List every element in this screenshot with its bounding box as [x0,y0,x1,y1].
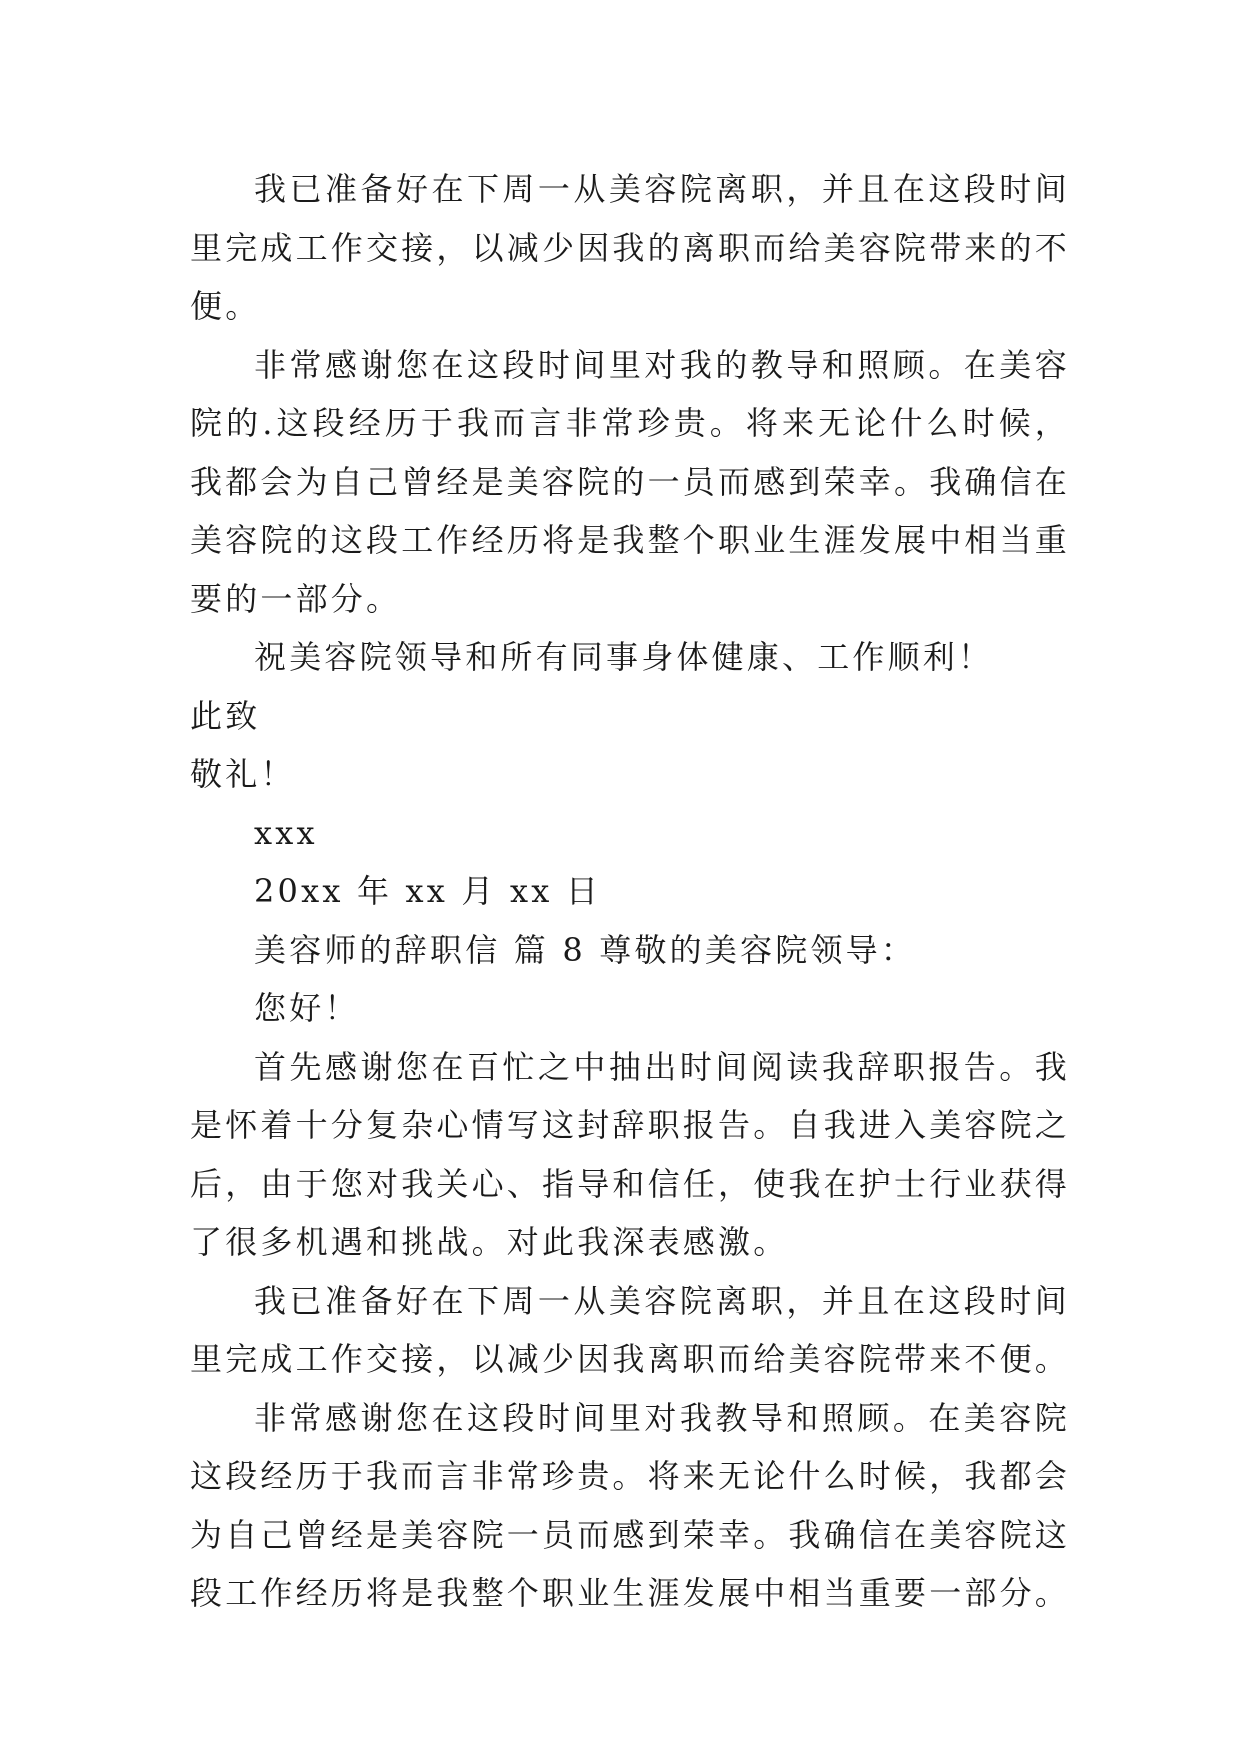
paragraph-handover-2: 我已准备好在下周一从美容院离职，并且在这段时间里完成工作交接，以减少因我离职而给美容院带来不便。 [190,1281,1071,1378]
signature-name: xxx [254,813,318,852]
letter-heading: 美容师的辞职信 篇 8 尊敬的美容院领导： [254,930,917,969]
letter-body [190,160,1070,1623]
paragraph-handover: 我已准备好在下周一从美容院离职，并且在这段时间里完成工作交接，以减少因我的离职而给美容院带来的不便。 [190,170,1071,325]
closing-salutation: 此致 [190,696,261,735]
paragraph-intro: 首先感谢您在百忙之中抽出时间阅读我辞职报告。我是怀着十分复杂心情写这封辞职报告。自我进入美容院之后，由于您对我关心、指导和信任，使我在护士行业获得了很多机遇和挑战。对此我深表感激。 [190,1047,1071,1261]
paragraph-gratitude-2: 非常感谢您在这段时间里对我教导和照顾。在美容院这段经历于我而言非常珍贵。将来无论什么时候，我都会为自己曾经是美容院一员而感到荣幸。我确信在美容院这段工作经历将是我整个职业生涯发展中相当重要一部分。 [190,1398,1071,1612]
greeting: 您好！ [254,989,360,1027]
paragraph-wishes: 祝美容院领导和所有同事身体健康、工作顺利！ [254,638,994,676]
paragraph-gratitude: 非常感谢您在这段时间里对我的教导和照顾。在美容院的.这段经历于我而言非常珍贵。将来无论什么时候，我都会为自己曾经是美容院的一员而感到荣幸。我确信在美容院的这段工作经历将是我整个职业生涯发展中相当重要的一部分。 [190,345,1071,618]
closing-regards: 敬礼！ [190,755,296,793]
signature-date: 20xx 年 xx 月 xx 日 [254,872,602,910]
